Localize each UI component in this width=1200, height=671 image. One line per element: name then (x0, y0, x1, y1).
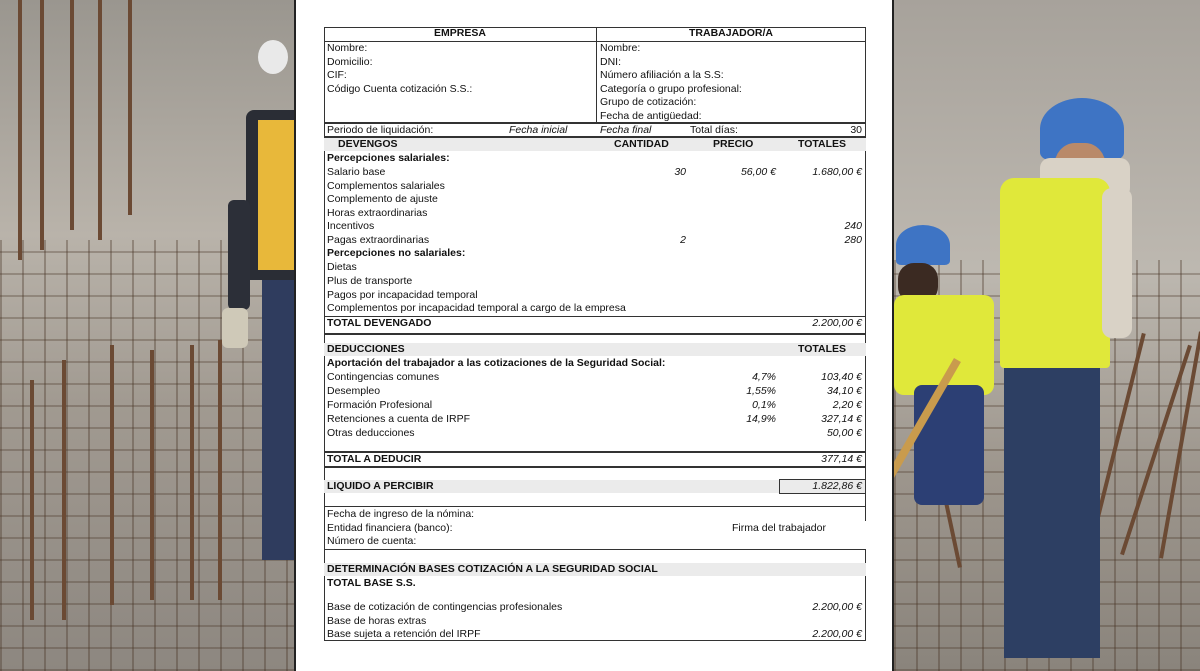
item-precio: 56,00 € (740, 166, 776, 178)
col-cantidad: CANTIDAD (614, 138, 669, 150)
rebar-rod (70, 0, 74, 230)
trabajador-field-afiliacion: Número afiliación a la S.S: (600, 69, 724, 81)
col-totales: TOTALES (798, 138, 847, 150)
trabajador-field-categoria: Categoría o grupo profesional: (600, 82, 742, 95)
item-label: Incentivos (327, 220, 375, 232)
worker-figure-standing (984, 98, 1164, 658)
fecha-inicial: Fecha inicial (509, 123, 568, 136)
liquido-label: LIQUIDO A PERCIBIR (327, 480, 434, 492)
deducciones-header-row (324, 343, 866, 356)
rebar-rod (128, 0, 132, 215)
item-cantidad: 2 (680, 233, 686, 246)
total-dias-label: Total días: (690, 123, 738, 136)
deduccion-pct: 4,7% (752, 371, 776, 383)
trabajador-header: TRABAJADOR/A (689, 27, 773, 39)
total-base-ss: TOTAL BASE S.S. (327, 577, 416, 589)
rebar-rod (110, 345, 114, 605)
empresa-field-domicilio: Domicilio: (327, 55, 373, 68)
item-label: Complemento de ajuste (327, 193, 438, 205)
firma-trabajador-label: Firma del trabajador (732, 521, 826, 534)
deduccion-total: 34,10 € (826, 385, 862, 397)
rebar-rod (30, 380, 34, 620)
deduccion-total: 2,20 € (832, 399, 862, 411)
deduccion-total: 103,40 € (821, 371, 862, 383)
item-label: Complementos salariales (327, 179, 445, 192)
deduccion-pct: 14,9% (746, 413, 776, 425)
total-deducir-value: 377,14 € (821, 453, 862, 465)
deduccion-total: 327,14 € (821, 413, 862, 425)
no-salarial-item: Plus de transporte (327, 275, 413, 287)
item-label: Salario base (327, 166, 386, 178)
periodo-label: Periodo de liquidación: (327, 123, 434, 136)
base-label: Base sujeta a retención del IRPF (327, 628, 481, 640)
rebar-rod (18, 0, 22, 260)
empresa-header: EMPRESA (434, 27, 486, 39)
item-total: 280 (844, 233, 862, 246)
item-total: 240 (844, 220, 862, 232)
empresa-field-nombre: Nombre: (327, 42, 368, 54)
empresa-field-cif: CIF: (327, 69, 347, 81)
rebar-rod (150, 350, 154, 600)
col-precio: PRECIO (713, 138, 754, 150)
numero-cuenta-label: Número de cuenta: (327, 535, 417, 547)
base-label: Base de horas extras (327, 614, 427, 627)
deduccion-label: Formación Profesional (327, 399, 433, 411)
item-label: Horas extraordinarias (327, 206, 428, 219)
base-label: Base de cotización de contingencias profesionales (327, 601, 563, 613)
payslip-document (294, 0, 894, 671)
bases-title: DETERMINACIÓN BASES COTIZACIÓN A LA SEGURIDAD SOCIAL (327, 563, 658, 575)
deduccion-label: Desempleo (327, 385, 381, 397)
item-label: Pagas extraordinarias (327, 233, 430, 246)
item-total: 1.680,00 € (812, 166, 862, 178)
base-value: 2.200,00 € (812, 628, 862, 640)
rebar-rod (190, 345, 194, 600)
no-salarial-item: Complementos por incapacidad temporal a cargo de la empresa (327, 302, 626, 314)
bases-title-row (324, 563, 866, 576)
background-photo-left (0, 0, 294, 671)
col-totales: TOTALES (798, 343, 847, 355)
deduccion-label: Retenciones a cuenta de IRPF (327, 413, 471, 425)
empresa-field-codigo-cuenta: Código Cuenta cotización S.S.: (327, 82, 473, 95)
deduccion-pct: 1,55% (746, 385, 776, 397)
item-cantidad: 30 (674, 166, 686, 178)
aportacion-title: Aportación del trabajador a las cotizaciones de la Seguridad Social: (327, 357, 666, 369)
deduccion-label: Contingencias comunes (327, 371, 440, 383)
deduccion-pct: 0,1% (752, 399, 776, 411)
rebar-rod (62, 360, 66, 620)
deduccion-total: 50,00 € (826, 427, 862, 439)
percepciones-no-salariales-title: Percepciones no salariales: (327, 247, 466, 259)
no-salarial-item: Pagos por incapacidad temporal (327, 288, 478, 301)
total-dias-value: 30 (850, 123, 862, 136)
trabajador-field-grupo: Grupo de cotización: (600, 96, 697, 108)
rebar-rod (40, 0, 44, 250)
rebar-rod (98, 0, 102, 240)
entidad-financiera-label: Entidad financiera (banco): (327, 521, 453, 534)
total-devengado-value: 2.200,00 € (812, 316, 862, 329)
base-value: 2.200,00 € (812, 601, 862, 613)
fecha-final: Fecha final (600, 123, 652, 136)
liquido-value: 1.822,86 € (812, 480, 862, 492)
total-deducir-label: TOTAL A DEDUCIR (327, 453, 422, 465)
trabajador-field-antiguedad: Fecha de antigüedad: (600, 109, 702, 122)
total-devengado-label: TOTAL DEVENGADO (327, 316, 432, 329)
trabajador-field-nombre: Nombre: (600, 42, 641, 54)
trabajador-field-dni: DNI: (600, 55, 621, 68)
fecha-ingreso-label: Fecha de ingreso de la nómina: (327, 508, 475, 520)
devengos-header-row (324, 138, 866, 151)
background-photo-right (894, 0, 1200, 671)
deduccion-label: Otras deducciones (327, 427, 415, 439)
percepciones-salariales-title: Percepciones salariales: (327, 152, 450, 164)
deducciones-header: DEDUCCIONES (327, 343, 405, 355)
worker-figure-left (218, 40, 294, 560)
devengos-header: DEVENGOS (338, 138, 398, 150)
no-salarial-item: Dietas (327, 261, 357, 273)
